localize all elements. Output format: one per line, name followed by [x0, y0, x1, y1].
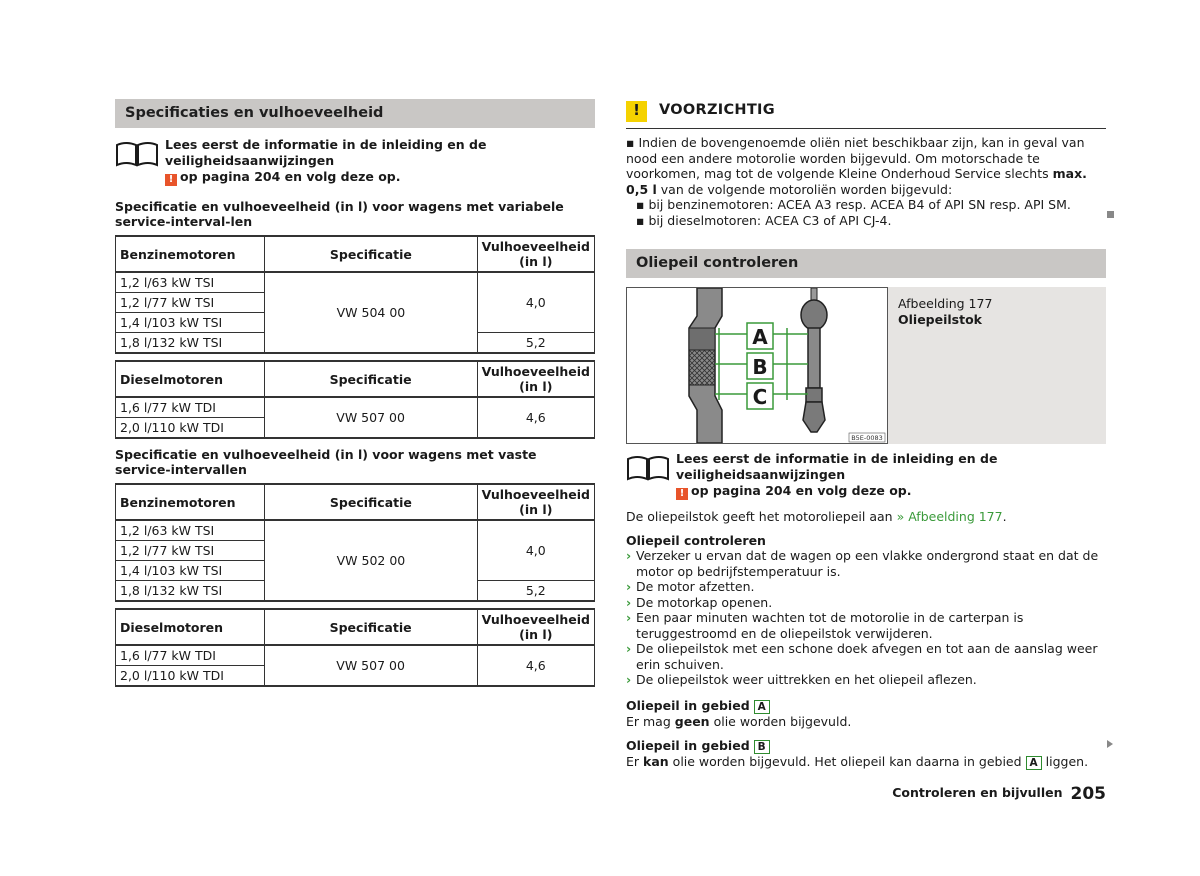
step-text: Verzeker u ervan dat de wagen op een vlakke ondergrond staat en dat de motor op bedrijfstemperatuur is.	[636, 548, 1099, 579]
table-cell-engine: 1,6 l/77 kW TDI	[116, 645, 265, 666]
list-item	[626, 548, 1106, 579]
table-cell-engine: 1,8 l/132 kW TSI	[116, 333, 265, 354]
step-text: De oliepeilstok weer uittrekken en het oliepeil aflezen.	[636, 672, 977, 687]
zone-a-block	[626, 698, 1106, 730]
chevron-right-icon: ›	[626, 672, 632, 687]
figure-code: B5E-0083	[851, 434, 883, 442]
notice-line-2: op pagina 204 en volg deze op.	[691, 483, 912, 498]
list-item	[626, 579, 1106, 595]
zone-b-text-3: liggen.	[1045, 754, 1089, 769]
book-icon	[626, 455, 670, 481]
section-end-marker	[1107, 211, 1114, 218]
safety-notice	[626, 451, 1106, 500]
table-cell-spec: VW 502 00	[265, 520, 477, 601]
notice-text	[165, 137, 595, 186]
chevron-right-icon: ›	[626, 579, 632, 594]
caution-text-2: van de volgende motoroliën worden bijgevuld:	[660, 181, 953, 197]
header-spec: Specificatie	[264, 609, 477, 645]
warning-icon: !	[165, 174, 177, 186]
table-cell-volume: 4,6	[477, 645, 594, 686]
figure-link[interactable]: » Afbeelding 177	[896, 509, 1003, 524]
list-item	[626, 595, 1106, 611]
header-engine: Dieselmotoren	[116, 609, 265, 645]
dipstick-drawing	[627, 288, 887, 443]
header-engine: Benzinemotoren	[116, 484, 265, 520]
chevron-right-icon: ›	[626, 610, 632, 625]
zone-a-title: Oliepeil in gebied	[626, 697, 750, 713]
caution-text-1: Indien de bovengenoemde oliën niet beschikbaar zijn, kan in geval van nood een andere motorolie worden bijgevuld. Om motorschade te voorkomen, mag tot de volgende Kleine Onderhoud Service slechts	[626, 135, 1085, 181]
list-item: ▪ bij benzinemotoren: ACEA A3 resp. ACEA B4 of API SN resp. API SM.	[636, 197, 1071, 212]
table-cell-engine: 2,0 l/110 kW TDI	[116, 666, 265, 687]
notice-line-1: Lees eerst de informatie in de inleiding en de veiligheidsaanwijzingen	[676, 451, 998, 482]
zone-b-title: Oliepeil in gebied	[626, 738, 750, 753]
caution-header	[626, 99, 1106, 123]
table-cell-engine: 1,2 l/77 kW TSI	[116, 293, 265, 313]
zone-b-text-bold: kan	[643, 754, 669, 769]
table-cell-volume: 4,6	[477, 397, 594, 438]
section-title-specifications: Specificaties en vulhoeveelheid	[115, 99, 595, 128]
figure-title: Oliepeilstok	[898, 312, 982, 327]
list-item	[626, 610, 1106, 641]
caption-variable-interval: Specificatie en vulhoeveelheid (in l) voor wagens met variabele service-interval-len	[115, 199, 564, 229]
steps-title: Oliepeil controleren	[626, 532, 766, 548]
zone-a-letter: A	[754, 700, 770, 714]
caution-title: VOORZICHTIG	[659, 102, 775, 119]
caution-sub-text: bij benzinemotoren: ACEA A3 resp. ACEA B4 of API SN resp. API SM.	[648, 197, 1071, 212]
header-volume: Vulhoeveelheid (in l)	[477, 609, 594, 645]
zone-a-text-bold: geen	[674, 713, 710, 729]
caution-sub-list	[626, 197, 1106, 228]
zone-b-text-1: Er	[626, 754, 640, 769]
header-engine: Dieselmotoren	[116, 361, 265, 397]
table-cell-engine: 1,2 l/63 kW TSI	[116, 520, 265, 541]
table-diesel-fixed	[115, 608, 595, 687]
header-engine: Benzinemotoren	[116, 236, 265, 272]
notice-line-1: Lees eerst de informatie in de inleiding en de veiligheidsaanwijzingen	[165, 137, 487, 168]
step-text: Een paar minuten wachten tot de motorolie in de carterpan is teruggestroomd en de oliepeilstok verwijderen.	[636, 610, 1024, 641]
caution-text-bold: max. 0,5 l	[626, 166, 1087, 197]
table-cell-engine: 1,4 l/103 kW TSI	[116, 313, 265, 333]
step-text: De motor afzetten.	[636, 579, 755, 594]
chevron-right-icon: ›	[626, 641, 632, 656]
table-cell-engine: 1,2 l/77 kW TSI	[116, 541, 265, 561]
table-cell-volume: 4,0	[477, 520, 594, 581]
caution-divider	[626, 128, 1106, 129]
figure-caption	[888, 287, 992, 444]
table-cell-engine: 1,4 l/103 kW TSI	[116, 561, 265, 581]
table-cell-engine: 1,6 l/77 kW TDI	[116, 397, 265, 418]
table-petrol-variable	[115, 235, 595, 354]
steps-list	[626, 548, 1106, 688]
caution-body	[626, 135, 1106, 228]
list-item: ▪ bij dieselmotoren: ACEA C3 of API CJ-4.	[636, 212, 892, 228]
table-cell-engine: 1,2 l/63 kW TSI	[116, 272, 265, 293]
header-volume: Vulhoeveelheid (in l)	[477, 361, 594, 397]
table-cell-volume: 5,2	[477, 333, 594, 354]
header-spec: Specificatie	[265, 236, 477, 272]
zone-b-block	[626, 738, 1106, 770]
section-title-oil-level: Oliepeil controleren	[626, 249, 1106, 278]
zone-b-text-2: olie worden bijgevuld. Het oliepeil kan daarna in gebied	[672, 754, 1022, 769]
intro-paragraph	[626, 509, 1106, 525]
header-spec: Specificatie	[265, 484, 477, 520]
zone-a-text-1: Er mag	[626, 713, 671, 729]
notice-text	[676, 451, 1106, 500]
intro-text: De oliepeilstok geeft het motoroliepeil aan	[626, 509, 893, 524]
chevron-right-icon: ›	[626, 548, 632, 563]
zone-b-letter-2: A	[1026, 756, 1042, 770]
chevron-right-icon: ›	[626, 594, 632, 610]
footer-chapter-title: Controleren en bijvullen	[892, 785, 1063, 800]
table-cell-volume: 4,0	[477, 272, 594, 333]
figure-letter-c: C	[752, 385, 768, 409]
intro-end: .	[1002, 509, 1007, 524]
page-number: 205	[1070, 784, 1106, 804]
caution-paragraph: ▪ Indien de bovengenoemde oliën niet beschikbaar zijn, kan in geval van nood een andere motorolie worden bijgevuld. Om motorschade te voorkomen, mag tot de volgende Kleine Onderhoud Service slechts max. 0,5 l van de volgende motoroliën worden bijgevuld:	[626, 135, 1087, 197]
dipstick-illustration	[626, 287, 888, 444]
zone-a-text-2: olie worden bijgevuld.	[713, 713, 852, 729]
header-spec: Specificatie	[264, 361, 477, 397]
caption-fixed-interval: Specificatie en vulhoeveelheid (in l) voor wagens met vaste service-intervallen	[115, 447, 537, 477]
figure-dipstick	[626, 287, 1106, 444]
figure-label: Afbeelding 177	[898, 296, 993, 311]
figure-letter-a: A	[752, 325, 768, 349]
left-column	[115, 99, 595, 687]
page-footer	[880, 785, 1106, 803]
table-cell-volume: 5,2	[477, 581, 594, 602]
zone-b-letter: B	[754, 740, 770, 754]
notice-line-2: op pagina 204 en volg deze op.	[180, 169, 401, 184]
right-column	[626, 99, 1106, 770]
book-icon	[115, 141, 159, 167]
header-volume: Vulhoeveelheid (in l)	[477, 484, 594, 520]
table-diesel-variable	[115, 360, 595, 439]
figure-letter-b: B	[752, 355, 768, 379]
list-item	[626, 641, 1106, 672]
caution-sub-text: bij dieselmotoren: ACEA C3 of API CJ-4.	[648, 212, 892, 228]
table-petrol-fixed	[115, 483, 595, 602]
table-cell-spec: VW 504 00	[265, 272, 477, 353]
list-item	[626, 672, 1106, 688]
continue-arrow-icon	[1107, 740, 1113, 748]
table-cell-engine: 2,0 l/110 kW TDI	[116, 418, 265, 439]
step-text: De motorkap openen.	[636, 594, 773, 610]
step-text: De oliepeilstok met een schone doek afvegen en tot aan de aanslag weer erin schuiven.	[636, 641, 1098, 672]
table-cell-spec: VW 507 00	[264, 397, 477, 438]
table-cell-spec: VW 507 00	[264, 645, 477, 686]
table-cell-engine: 1,8 l/132 kW TSI	[116, 581, 265, 602]
safety-notice	[115, 137, 595, 186]
caution-icon: !	[626, 101, 647, 122]
warning-icon: !	[676, 488, 688, 500]
header-volume: Vulhoeveelheid (in l)	[477, 236, 594, 272]
